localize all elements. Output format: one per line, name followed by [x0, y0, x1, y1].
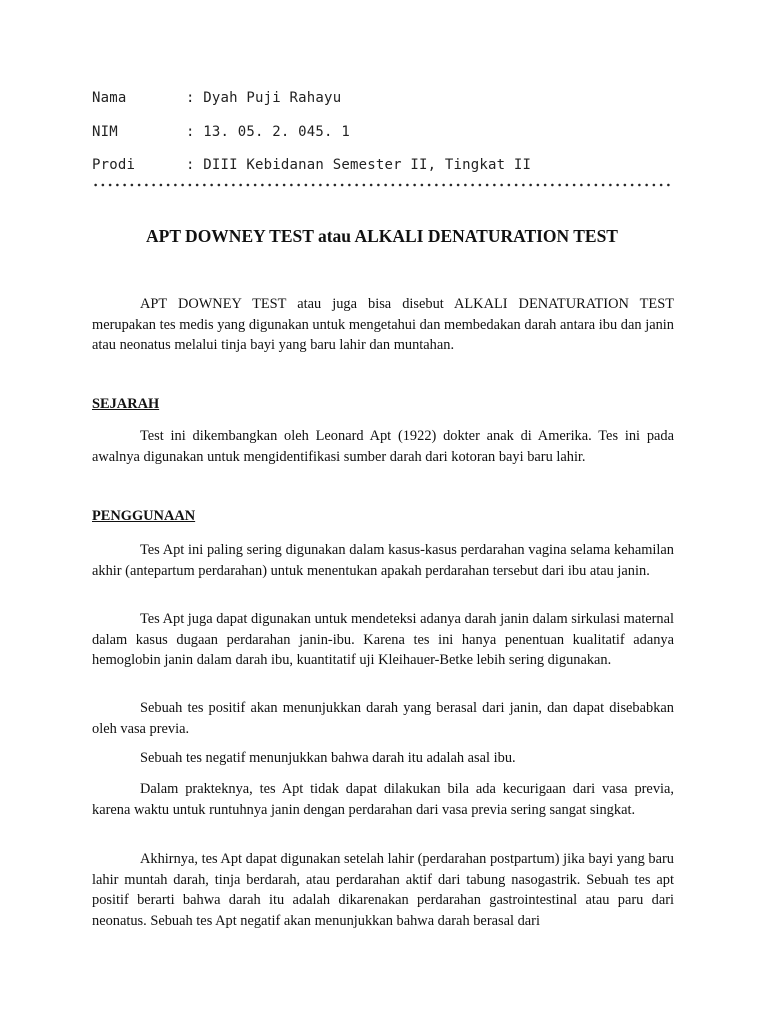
prodi-value: : DIII Kebidanan Semester II, Tingkat II [186, 157, 532, 173]
sejarah-paragraph: Test ini dikembangkan oleh Leonard Apt (1922) dokter anak di Amerika. Tes ini pada awalnya digunakan untuk mengidentifikasi sumber darah dari kotoran bayi baru lahir. [92, 428, 674, 465]
penggunaan-paragraph-1: Tes Apt ini paling sering digunakan dalam kasus-kasus perdarahan vagina selama kehamilan akhir (antepartum perdarahan) untuk menentukan apakah perdarahan tersebut dari ibu atau janin. [92, 542, 674, 579]
penggunaan-paragraph-5: Dalam prakteknya, tes Apt tidak dapat dilakukan bila ada kecurigaan dari vasa previa, karena waktu untuk runtuhnya janin dengan perdarahan dari vasa previa sering sangat singkat. [92, 781, 674, 818]
intro-paragraph: APT DOWNEY TEST atau juga bisa disebut ALKALI DENATURATION TEST merupakan tes medis yang digunakan untuk mengetahui dan membedakan darah antara ibu dan janin atau neonatus melalui tinja bayi yang baru lahir dan muntahan. [92, 296, 674, 353]
penggunaan-paragraph-4: Sebuah tes negatif menunjukkan bahwa darah itu adalah asal ibu. [140, 750, 516, 766]
penggunaan-paragraph-3: Sebuah tes positif akan menunjukkan darah yang berasal dari janin, dan dapat disebabkan oleh vasa previa. [92, 700, 674, 737]
penggunaan-heading: PENGGUNAAN [92, 508, 196, 524]
prodi-row [92, 157, 531, 173]
nim-row [92, 124, 350, 140]
nama-row [92, 90, 341, 106]
dotted-divider [92, 182, 672, 188]
sejarah-heading: SEJARAH [92, 396, 160, 412]
nim-label: NIM [92, 124, 118, 140]
penggunaan-paragraph-6: Akhirnya, tes Apt dapat digunakan setelah lahir (perdarahan postpartum) jika bayi yang baru lahir muntah darah, tinja berdarah, atau perdarahan aktif dari tabung nasogastrik. Sebuah tes apt positif berarti bahwa darah itu adalah dikarenakan perdarahan gastrointestinal atau paru dari neonatus. Sebuah tes Apt negatif akan menunjukkan bahwa darah berasal dari [92, 851, 674, 929]
nama-value: : Dyah Puji Rahayu [186, 90, 342, 106]
document-title: APT DOWNEY TEST atau ALKALI DENATURATION TEST [146, 226, 618, 246]
penggunaan-paragraph-2: Tes Apt juga dapat digunakan untuk mendeteksi adanya darah janin dalam sirkulasi maternal dalam kasus dugaan perdarahan janin-ibu. Karena tes ini hanya penentuan kualitatif adanya hemoglobin janin dalam darah ibu, kuantitatif uji Kleihauer-Betke lebih sering digunakan. [92, 611, 674, 668]
prodi-label: Prodi [92, 157, 136, 173]
nama-label: Nama [92, 90, 127, 106]
nim-value: : 13. 05. 2. 045. 1 [186, 124, 350, 140]
